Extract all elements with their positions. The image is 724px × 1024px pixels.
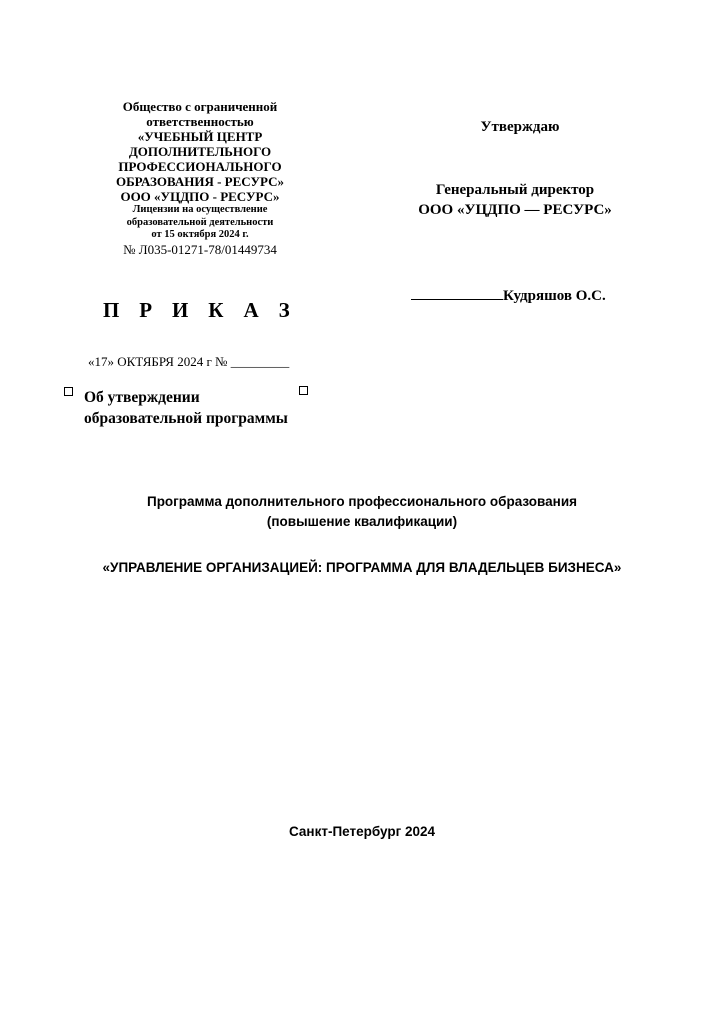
license-line: Лицензии на осуществление: [132, 204, 268, 215]
program-title: «УПРАВЛЕНИЕ ОРГАНИЗАЦИЕЙ: ПРОГРАММА ДЛЯ ВЛАДЕЛЬЦЕВ БИЗНЕСА»: [102, 560, 622, 575]
org-short-name: ООО «УЦДПО - РЕСУРС»: [120, 189, 280, 204]
checkbox-icon: [64, 387, 73, 396]
signatory-name: Кудряшов О.С.: [503, 288, 606, 304]
license-date: от 15 октября 2024 г.: [151, 229, 249, 240]
org-line: ответственностью: [146, 114, 254, 129]
license-number: № Л035-01271-78/01449734: [123, 241, 277, 257]
signature-line: [411, 285, 503, 300]
order-title: П Р И К А З: [102, 298, 298, 322]
order-subject: [84, 387, 324, 429]
org-line: «УЧЕБНЫЙ ЦЕНТР: [137, 129, 263, 144]
position-line: ООО «УЦДПО — РЕСУРС»: [418, 202, 612, 218]
city-year: Санкт-Петербург 2024: [289, 824, 435, 839]
signature-block: [411, 285, 671, 305]
org-line: ПРОФЕССИОНАЛЬНОГО: [118, 159, 282, 174]
license-line: образовательной деятельности: [126, 216, 274, 228]
program-line: Программа дополнительного профессионального образования: [146, 494, 577, 509]
program-description: [60, 492, 664, 532]
approve-label: Утверждаю: [480, 119, 560, 135]
organization-header: [100, 99, 300, 258]
director-position: [380, 180, 650, 220]
org-line: ОБРАЗОВАНИЯ - РЕСУРС»: [115, 174, 285, 189]
org-line: Общество с ограниченной: [122, 99, 278, 114]
position-line: Генеральный директор: [435, 182, 595, 198]
order-date: «17» ОКТЯБРЯ 2024 г № _________: [88, 354, 290, 369]
org-line: ДОПОЛНИТЕЛЬНОГО: [128, 144, 272, 159]
program-line: (повышение квалификации): [266, 514, 458, 529]
subject-line: образовательной программы: [84, 410, 288, 427]
subject-line: Об утверждении: [84, 389, 200, 406]
